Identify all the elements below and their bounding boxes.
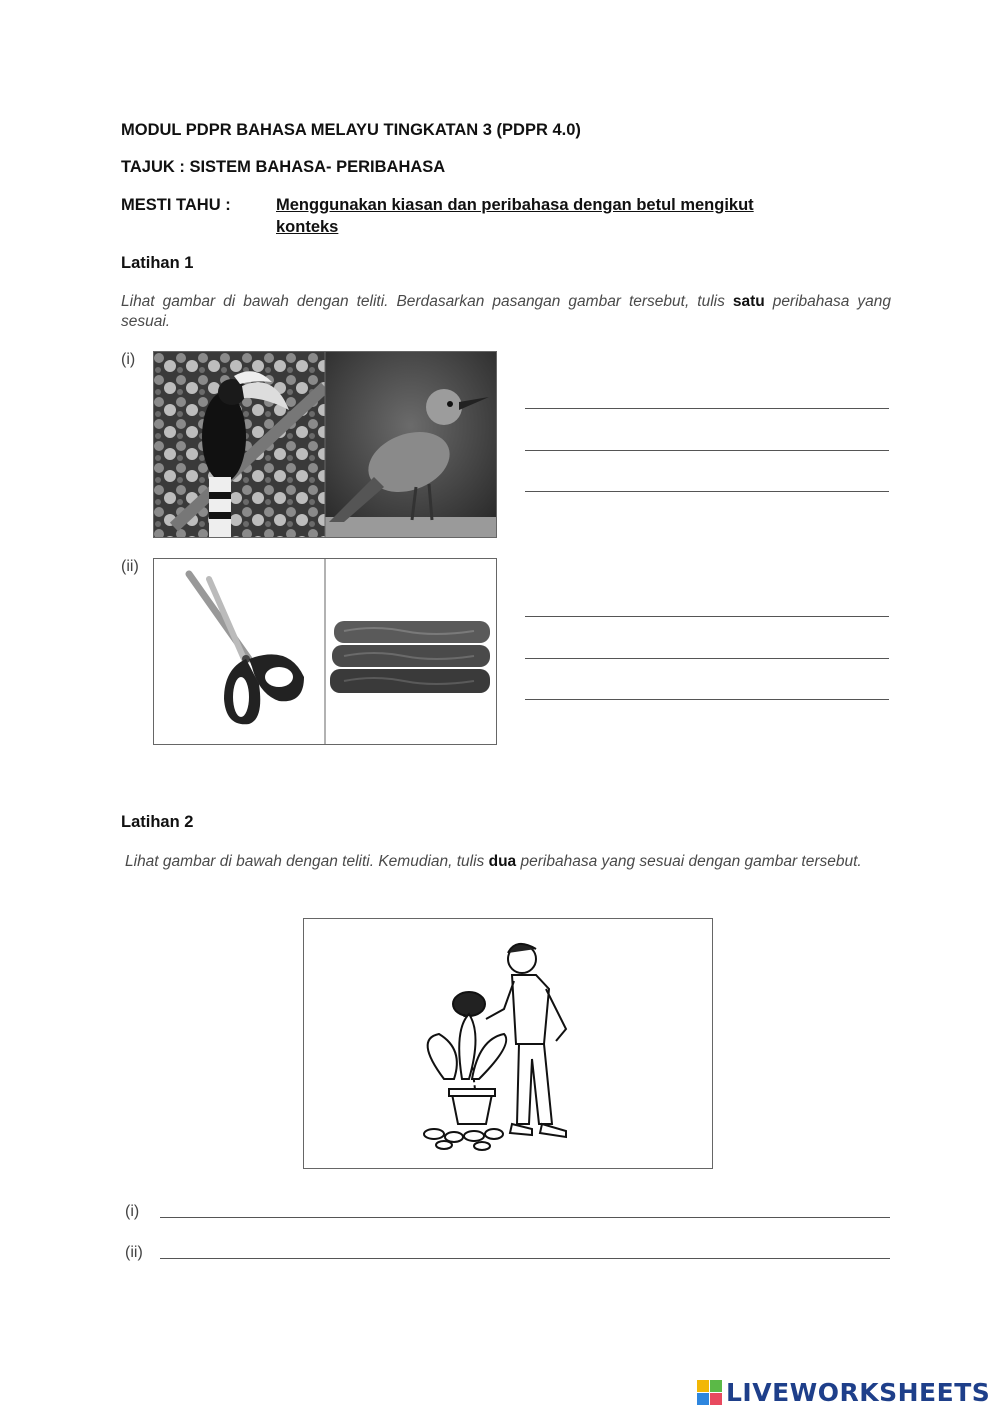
watering-image-frame bbox=[303, 918, 713, 1169]
man-watering-plant-drawing bbox=[304, 919, 712, 1168]
liveworksheets-logo-icon bbox=[697, 1380, 723, 1406]
brand-logo bbox=[697, 1378, 990, 1407]
answer-line-ii-2[interactable] bbox=[525, 658, 889, 659]
must-know-text-line2: konteks bbox=[276, 218, 339, 236]
latihan1-heading: Latihan 1 bbox=[121, 254, 194, 272]
latihan2-heading: Latihan 2 bbox=[121, 813, 194, 831]
document-title: MODUL PDPR BAHASA MELAYU TINGKATAN 3 (PDPR 4.0) bbox=[121, 121, 581, 139]
instruction-text: Lihat gambar di bawah dengan teliti. Berdasarkan pasangan gambar tersebut, tulis bbox=[121, 293, 733, 310]
answer-line-ii-1[interactable] bbox=[525, 616, 889, 617]
answer-line-i-3[interactable] bbox=[525, 491, 889, 492]
scissors-and-towels-image bbox=[154, 559, 496, 744]
instruction-emphasis: dua bbox=[488, 853, 517, 870]
bird-image-pair bbox=[153, 351, 497, 538]
answer-line-i-2[interactable] bbox=[525, 450, 889, 451]
instruction-text: Lihat gambar di bawah dengan teliti. Kemudian, tulis bbox=[125, 853, 489, 870]
latihan2-instruction bbox=[125, 852, 891, 872]
answer-line-i-1[interactable] bbox=[525, 408, 889, 409]
instruction-text-end: peribahasa yang sesuai. bbox=[121, 293, 891, 330]
latihan1-instruction bbox=[121, 292, 891, 332]
answer-line-ii-3[interactable] bbox=[525, 699, 889, 700]
answer-line-latihan2-ii[interactable] bbox=[160, 1258, 890, 1259]
must-know-text-line1: Menggunakan kiasan dan peribahasa dengan betul mengikut bbox=[276, 196, 754, 214]
answer-line-latihan2-i[interactable] bbox=[160, 1217, 890, 1218]
hornbill-and-bird-image bbox=[154, 352, 496, 537]
scissors-towels-image-pair bbox=[153, 558, 497, 745]
must-know-label: MESTI TAHU : bbox=[121, 196, 231, 214]
instruction-text-end: peribahasa yang sesuai dengan gambar tersebut. bbox=[516, 853, 862, 870]
item-ii-label: (ii) bbox=[121, 558, 139, 575]
item-i-label: (i) bbox=[121, 351, 136, 368]
topic-heading: TAJUK : SISTEM BAHASA- PERIBAHASA bbox=[121, 158, 446, 176]
brand-name: LIVEWORKSHEETS bbox=[726, 1378, 991, 1407]
answer-ii-label: (ii) bbox=[125, 1244, 143, 1261]
instruction-emphasis: satu bbox=[732, 293, 765, 310]
answer-i-label: (i) bbox=[125, 1203, 140, 1220]
